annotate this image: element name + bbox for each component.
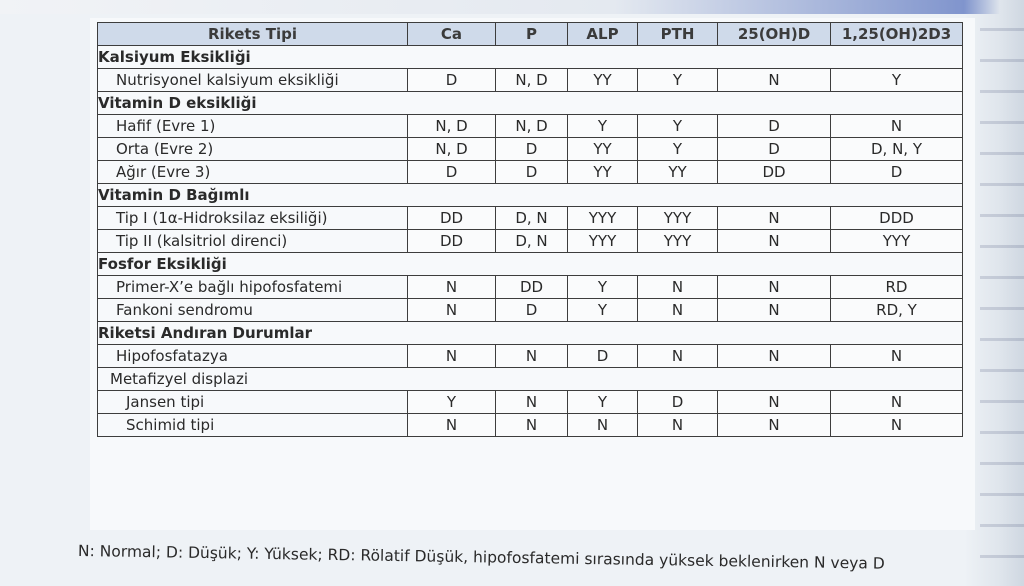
header-125oh2d3: 1,25(OH)2D3 [831, 23, 963, 46]
header-pth: PTH [638, 23, 718, 46]
row-label: Metafizyel displazi [98, 368, 963, 391]
table-row [98, 345, 963, 368]
table-row [98, 138, 963, 161]
table-row [98, 161, 963, 184]
cell-25ohd: N [718, 276, 831, 299]
cell-p: D [496, 138, 568, 161]
cell-125oh2d3: N [831, 391, 963, 414]
section-title: Vitamin D eksikliği [98, 92, 963, 115]
cell-alp: Y [568, 299, 638, 322]
section-title: Fosfor Eksikliği [98, 253, 963, 276]
cell-125oh2d3: N [831, 414, 963, 437]
cell-125oh2d3: RD, Y [831, 299, 963, 322]
section-row [98, 46, 963, 69]
cell-125oh2d3: D [831, 161, 963, 184]
cell-alp: YYY [568, 207, 638, 230]
cell-pth: N [638, 276, 718, 299]
cell-alp: YYY [568, 230, 638, 253]
cell-pth: YY [638, 161, 718, 184]
table-row [98, 115, 963, 138]
cell-pth: Y [638, 115, 718, 138]
cell-alp: YY [568, 161, 638, 184]
cell-p: D [496, 299, 568, 322]
cell-125oh2d3: YYY [831, 230, 963, 253]
cell-125oh2d3: N [831, 115, 963, 138]
cell-ca: N, D [408, 138, 496, 161]
section-title: Vitamin D Bağımlı [98, 184, 963, 207]
cell-ca: N [408, 345, 496, 368]
table-row [98, 207, 963, 230]
row-label: Tip II (kalsitriol direnci) [98, 230, 408, 253]
row-label: Fankoni sendromu [98, 299, 408, 322]
cell-25ohd: N [718, 345, 831, 368]
row-label: Hafif (Evre 1) [98, 115, 408, 138]
cell-pth: D [638, 391, 718, 414]
row-label: Tip I (1α-Hidroksilaz eksiliği) [98, 207, 408, 230]
cell-p: N [496, 345, 568, 368]
cell-25ohd: N [718, 299, 831, 322]
cell-p: D [496, 161, 568, 184]
cell-25ohd: D [718, 115, 831, 138]
cell-ca: N [408, 276, 496, 299]
cell-pth: YYY [638, 230, 718, 253]
cell-pth: N [638, 299, 718, 322]
row-label: Jansen tipi [98, 391, 408, 414]
table-header-row [98, 23, 963, 46]
row-label: Schimid tipi [98, 414, 408, 437]
table-row [98, 276, 963, 299]
cell-alp: Y [568, 276, 638, 299]
row-label: Ağır (Evre 3) [98, 161, 408, 184]
header-25ohd: 25(OH)D [718, 23, 831, 46]
cell-ca: DD [408, 230, 496, 253]
cell-25ohd: N [718, 207, 831, 230]
cell-pth: Y [638, 138, 718, 161]
row-label: Nutrisyonel kalsiyum eksikliği [98, 69, 408, 92]
cell-pth: N [638, 414, 718, 437]
cell-p: DD [496, 276, 568, 299]
section-title: Riketsi Andıran Durumlar [98, 322, 963, 345]
cell-p: D, N [496, 207, 568, 230]
table-row [98, 230, 963, 253]
cell-ca: N [408, 414, 496, 437]
bleed-through-text [980, 0, 1024, 586]
cell-pth: YYY [638, 207, 718, 230]
cell-ca: N [408, 299, 496, 322]
cell-125oh2d3: RD [831, 276, 963, 299]
rickets-table [97, 22, 963, 437]
header-p: P [496, 23, 568, 46]
row-label: Orta (Evre 2) [98, 138, 408, 161]
page-edge-top [0, 0, 1024, 14]
section-row [98, 92, 963, 115]
cell-125oh2d3: Y [831, 69, 963, 92]
cell-alp: N [568, 414, 638, 437]
section-title: Kalsiyum Eksikliği [98, 46, 963, 69]
table-row [98, 368, 963, 391]
row-label: Primer-X’e bağlı hipofosfatemi [98, 276, 408, 299]
cell-p: D, N [496, 230, 568, 253]
cell-pth: N [638, 345, 718, 368]
table-body [98, 46, 963, 437]
cell-p: N [496, 414, 568, 437]
cell-alp: YY [568, 69, 638, 92]
cell-pth: Y [638, 69, 718, 92]
row-label: Hipofosfatazya [98, 345, 408, 368]
cell-alp: Y [568, 391, 638, 414]
cell-p: N [496, 391, 568, 414]
cell-25ohd: DD [718, 161, 831, 184]
cell-p: N, D [496, 69, 568, 92]
cell-p: N, D [496, 115, 568, 138]
cell-25ohd: N [718, 69, 831, 92]
cell-125oh2d3: D, N, Y [831, 138, 963, 161]
cell-alp: Y [568, 115, 638, 138]
header-rickets-tipi: Rikets Tipi [98, 23, 408, 46]
section-row [98, 184, 963, 207]
cell-ca: DD [408, 207, 496, 230]
table-row [98, 69, 963, 92]
cell-ca: Y [408, 391, 496, 414]
cell-ca: D [408, 69, 496, 92]
table-legend: N: Normal; D: Düşük; Y: Yüksek; RD: Rölatif Düşük, hipofosfatemi sırasında yüksek beklenirken N veya D [77, 542, 885, 573]
cell-25ohd: D [718, 138, 831, 161]
cell-ca: D [408, 161, 496, 184]
cell-alp: YY [568, 138, 638, 161]
cell-25ohd: N [718, 230, 831, 253]
header-ca: Ca [408, 23, 496, 46]
cell-125oh2d3: DDD [831, 207, 963, 230]
section-row [98, 253, 963, 276]
header-alp: ALP [568, 23, 638, 46]
cell-25ohd: N [718, 414, 831, 437]
table-row [98, 391, 963, 414]
cell-125oh2d3: N [831, 345, 963, 368]
section-row [98, 322, 963, 345]
table-row [98, 299, 963, 322]
cell-25ohd: N [718, 391, 831, 414]
cell-ca: N, D [408, 115, 496, 138]
table-row [98, 414, 963, 437]
cell-alp: D [568, 345, 638, 368]
